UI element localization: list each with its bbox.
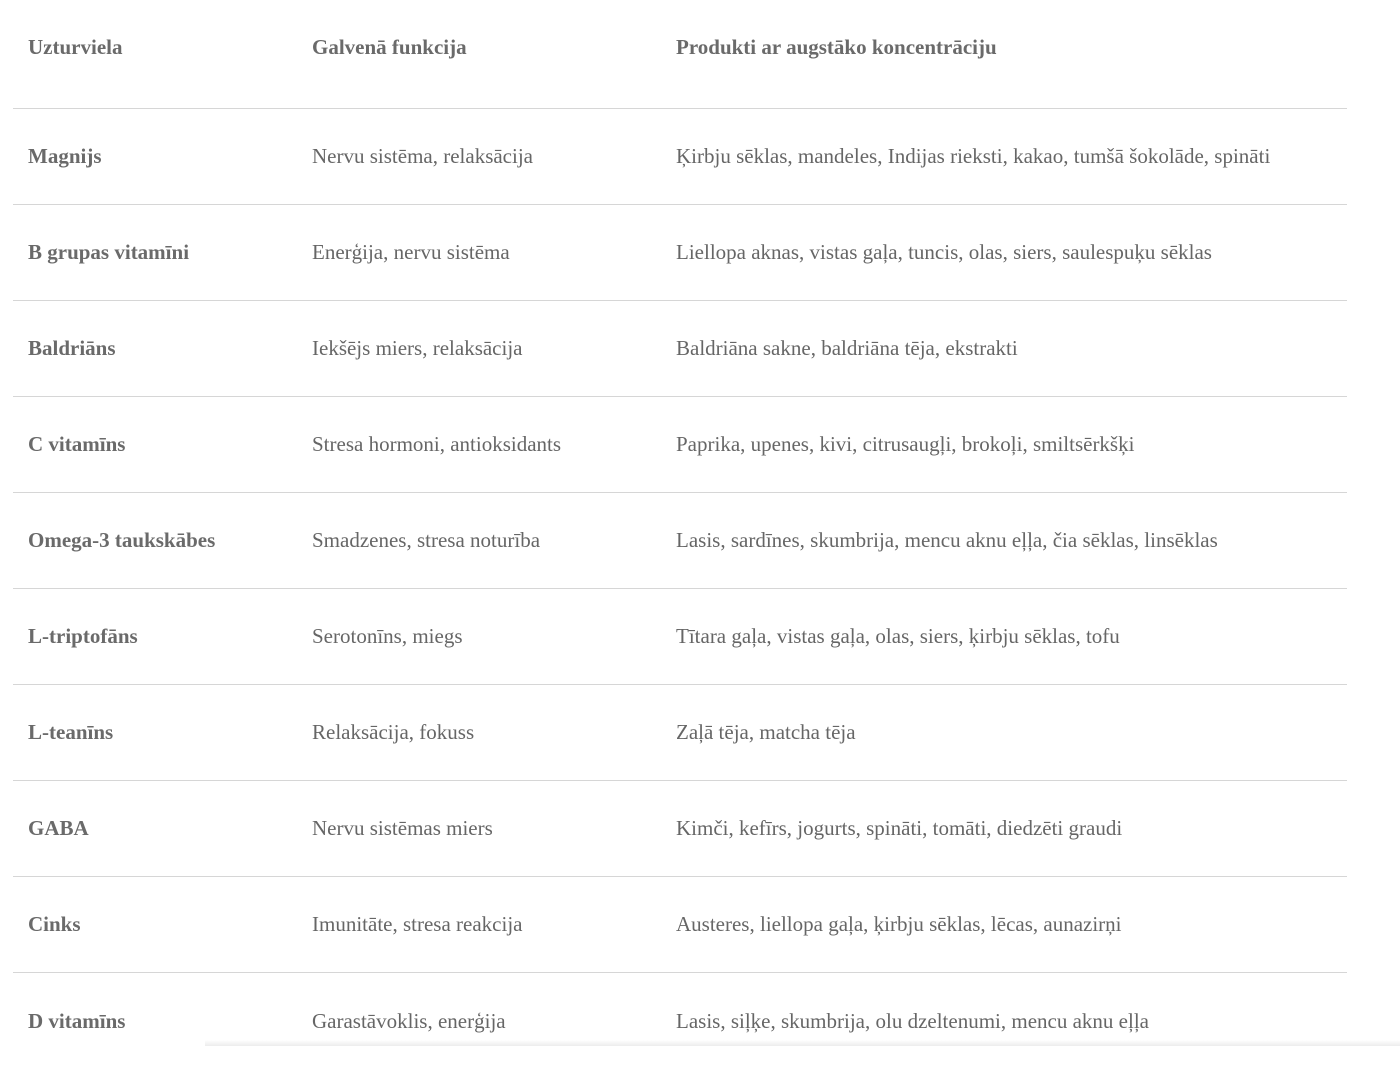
nutrient-products: Kimči, kefīrs, jogurts, spināti, tomāti, diedzēti graudi	[676, 816, 1123, 840]
table-row	[13, 109, 1347, 205]
nutrient-name: Omega-3 taukskābes	[28, 528, 216, 552]
table-row	[13, 205, 1347, 301]
nutrient-name: Baldriāns	[28, 336, 116, 360]
bottom-edge-shadow	[205, 1040, 1400, 1046]
table-row	[13, 973, 1347, 1069]
nutrient-function: Smadzenes, stresa noturība	[312, 528, 541, 552]
table-row	[13, 397, 1347, 493]
table-row	[13, 685, 1347, 781]
nutrient-function: Relaksācija, fokuss	[312, 720, 475, 744]
nutrient-products: Lasis, sardīnes, skumbrija, mencu aknu eļļa, čia sēklas, linsēklas	[676, 528, 1218, 552]
header-products: Produkti ar augstāko koncentrāciju	[676, 35, 997, 59]
nutrient-function: Serotonīns, miegs	[312, 624, 463, 648]
nutrient-function: Nervu sistēma, relaksācija	[312, 144, 533, 168]
nutrient-products: Liellopa aknas, vistas gaļa, tuncis, olas, siers, saulespuķu sēklas	[676, 240, 1212, 264]
nutrient-function: Enerģija, nervu sistēma	[312, 240, 510, 264]
nutrient-products: Paprika, upenes, kivi, citrusaugļi, brokoļi, smiltsērkšķi	[676, 432, 1135, 456]
nutrient-table	[13, 0, 1347, 1069]
nutrient-products: Ķirbju sēklas, mandeles, Indijas rieksti, kakao, tumšā šokolāde, spināti	[676, 144, 1271, 168]
header-nutrient: Uzturviela	[28, 35, 123, 59]
nutrient-products: Lasis, siļķe, skumbrija, olu dzeltenumi, mencu aknu eļļa	[676, 1008, 1149, 1033]
nutrient-name: D vitamīns	[28, 1008, 126, 1033]
nutrient-function: Stresa hormoni, antioksidants	[312, 432, 562, 456]
nutrient-function: Imunitāte, stresa reakcija	[312, 912, 523, 936]
table-header-row	[13, 0, 1347, 109]
table-row	[13, 877, 1347, 973]
table-row	[13, 589, 1347, 685]
nutrient-name: Cinks	[28, 912, 81, 936]
nutrient-products: Tītara gaļa, vistas gaļa, olas, siers, ķirbju sēklas, tofu	[676, 624, 1120, 648]
nutrient-name: L-teanīns	[28, 720, 114, 744]
nutrient-function: Nervu sistēmas miers	[312, 816, 493, 840]
header-function: Galvenā funkcija	[312, 35, 467, 59]
table-row	[13, 781, 1347, 877]
nutrient-name: B grupas vitamīni	[28, 240, 190, 264]
nutrient-products: Zaļā tēja, matcha tēja	[676, 720, 856, 744]
nutrient-products: Austeres, liellopa gaļa, ķirbju sēklas, lēcas, aunazirņi	[676, 912, 1122, 936]
nutrient-name: L-triptofāns	[28, 624, 138, 648]
nutrient-function: Iekšējs miers, relaksācija	[312, 336, 523, 360]
nutrient-name: GABA	[28, 816, 89, 840]
nutrient-name: C vitamīns	[28, 432, 126, 456]
nutrient-name: Magnijs	[28, 144, 102, 168]
nutrient-function: Garastāvoklis, enerģija	[312, 1008, 506, 1033]
nutrient-products: Baldriāna sakne, baldriāna tēja, ekstrakti	[676, 336, 1018, 360]
table-row	[13, 493, 1347, 589]
table-row	[13, 301, 1347, 397]
